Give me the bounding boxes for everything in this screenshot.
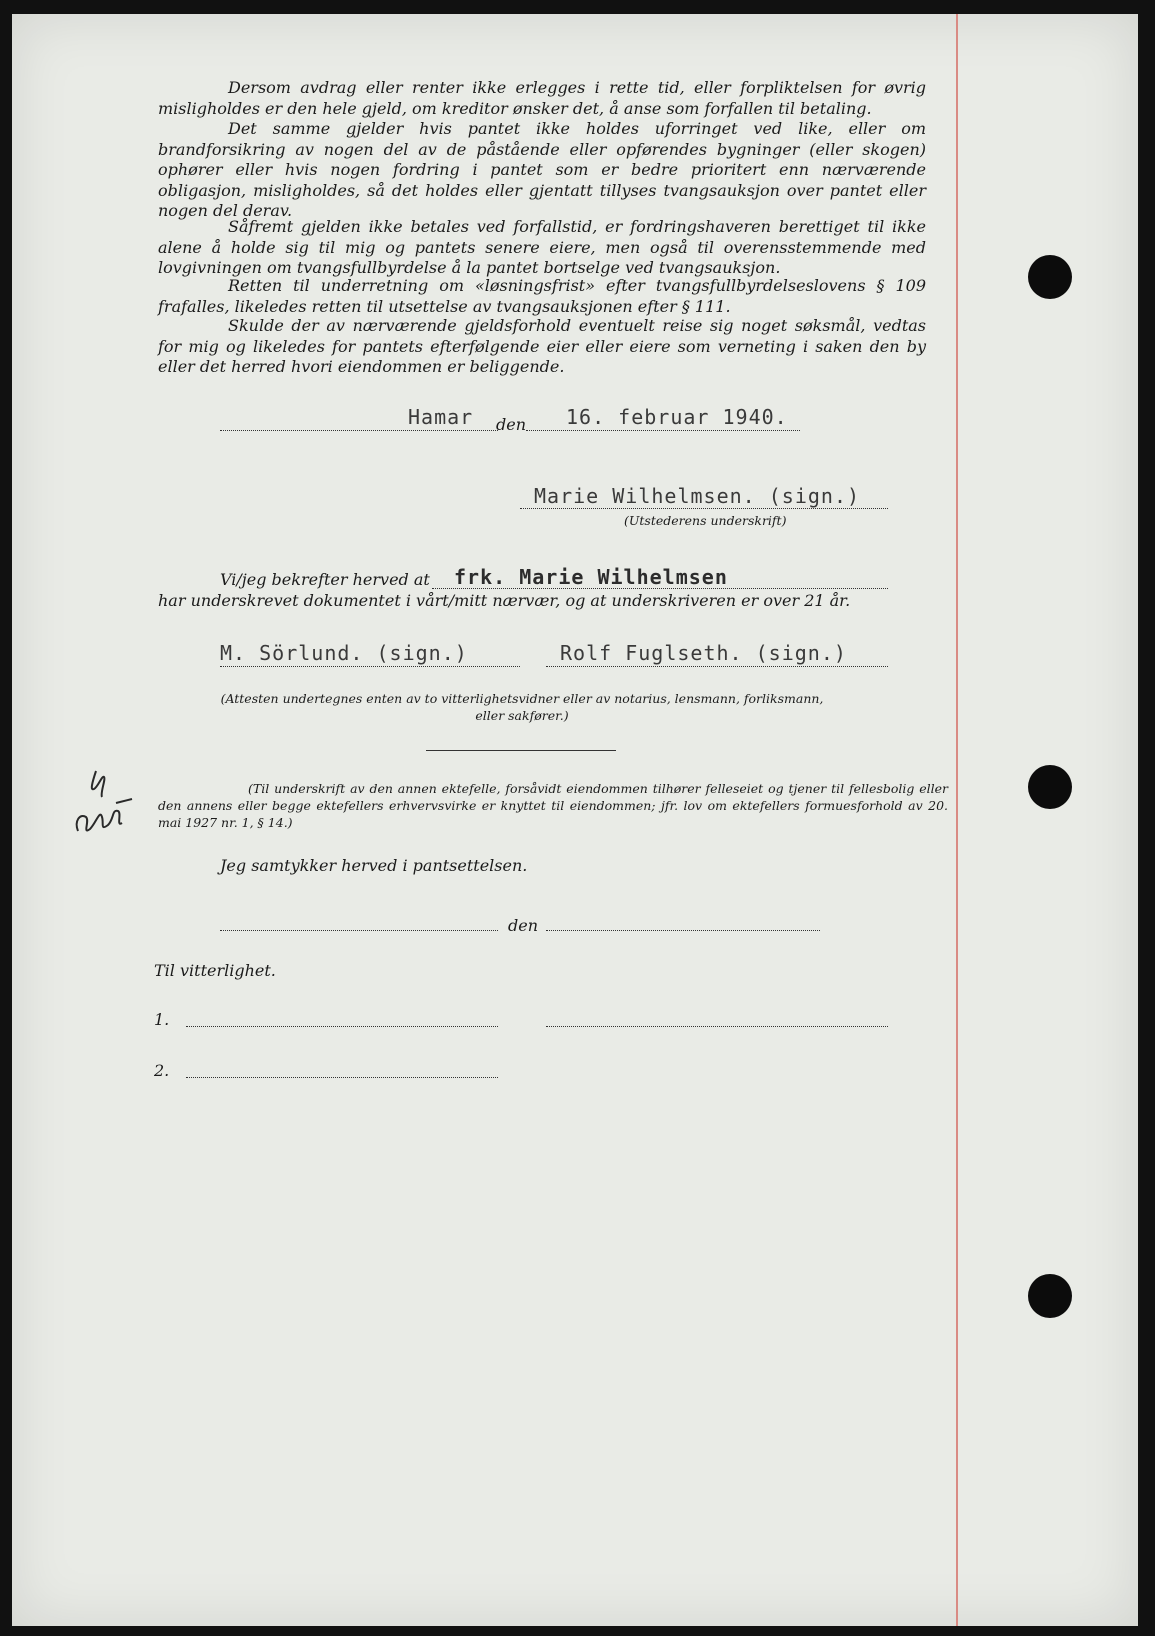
paragraph-collateral: Det samme gjelder hvis pantet ikke holdes uforringet ved like, eller om brandforsikring av nogen del av de påstående eller opførendes bygninger (eller skogen) ophører eller hvis nogen fordring i pantet som er bedre prioritert enn nærværende obligasjon, misligholdes, så det holdes eller gjentatt tillyses tvangsauksjon over pantet eller nogen del derav. <box>158 119 926 220</box>
date-value: 16. februar 1940. <box>566 405 788 429</box>
witness1-signature: M. Sörlund. (sign.) <box>220 641 468 665</box>
attestation-note-line2: eller sakfører.) <box>475 708 569 723</box>
consent-text: Jeg samtykker herved i pantsettelsen. <box>220 856 528 875</box>
witness-number-2: 2. <box>154 1061 170 1080</box>
issuer-signature-line <box>520 508 888 509</box>
punch-hole-bottom <box>1028 1274 1072 1318</box>
witness2-signature: Rolf Fuglseth. (sign.) <box>560 641 847 665</box>
witnesses-heading: Til vitterlighet. <box>154 961 276 980</box>
witness-line-2 <box>186 1077 498 1078</box>
witness1-signature-line <box>220 666 520 667</box>
date-line <box>526 430 800 431</box>
witness-number-1: 1. <box>154 1010 170 1029</box>
consent-date-line <box>546 930 820 931</box>
punch-hole-middle <box>1028 765 1072 809</box>
issuer-signature-caption: (Utstederens underskrift) <box>624 513 787 528</box>
issuer-signature-value: Marie Wilhelmsen. (sign.) <box>534 484 861 508</box>
attestation-note-line1: (Attesten undertegnes enten av to vitterlighetsvidner eller av notarius, lensmann, forliksmann, <box>220 691 824 706</box>
document-page <box>12 14 1138 1626</box>
punch-hole-top <box>1028 255 1072 299</box>
handwritten-initials <box>72 769 144 841</box>
separator-rule <box>426 750 616 751</box>
attestation-name: frk. Marie Wilhelmsen <box>454 565 728 589</box>
paragraph-maturity: Såfremt gjelden ikke betales ved forfallstid, er fordringshaveren berettiget til ikke alene å holde sig til mig og pantets senere eiere, men også til overensstemmende med lovgivningen om tvangsfullbyrdelse å la pantet bortselge ved tvangsauksjon. <box>158 217 926 277</box>
margin-line <box>956 14 958 1626</box>
attestation-prefix: Vi/jeg bekrefter herved at <box>220 570 430 589</box>
attestation-note <box>192 690 852 724</box>
paragraph-jurisdiction: Skulde der av nærværende gjeldsforhold eventuelt reise sig noget søksmål, vedtas for mig og likeledes for pantets efterfølgende eier eller eiere som verneting i saken den by eller det herred hvori eiendommen er beliggende. <box>158 316 926 376</box>
consent-den-label: den <box>508 916 539 935</box>
place-value: Hamar <box>408 405 474 429</box>
attestation-name-line <box>432 588 888 589</box>
witness-line-1a <box>186 1026 498 1027</box>
den-label: den <box>496 415 527 434</box>
consent-place-line <box>220 930 498 931</box>
witness2-signature-line <box>546 666 888 667</box>
paragraph-default: Dersom avdrag eller renter ikke erlegges i rette tid, eller forpliktelsen for øvrig misligholdes er den hele gjeld, om kreditor ønsker det, å anse som forfallen til betaling. <box>158 78 926 118</box>
spouse-note: (Til underskrift av den annen ektefelle, forsåvidt eiendommen tilhører felleseiet og tjener til fellesbolig eller den annens eller begge ektefellers erhvervsvirke er knyttet til eiendommen; jfr. lov om ektefellers formuesforhold av 20. mai 1927 nr. 1, § 14.) <box>158 781 948 830</box>
witness-line-1b <box>546 1026 888 1027</box>
place-line <box>220 430 498 431</box>
paragraph-notice-period: Retten til underretning om «løsningsfrist» efter tvangsfullbyrdelseslovens § 109 frafalles, likeledes retten til utsettelse av tvangsauksjonen efter § 111. <box>158 276 926 316</box>
attestation-line2: har underskrevet dokumentet i vårt/mitt nærvær, og at underskriveren er over 21 år. <box>158 591 851 610</box>
